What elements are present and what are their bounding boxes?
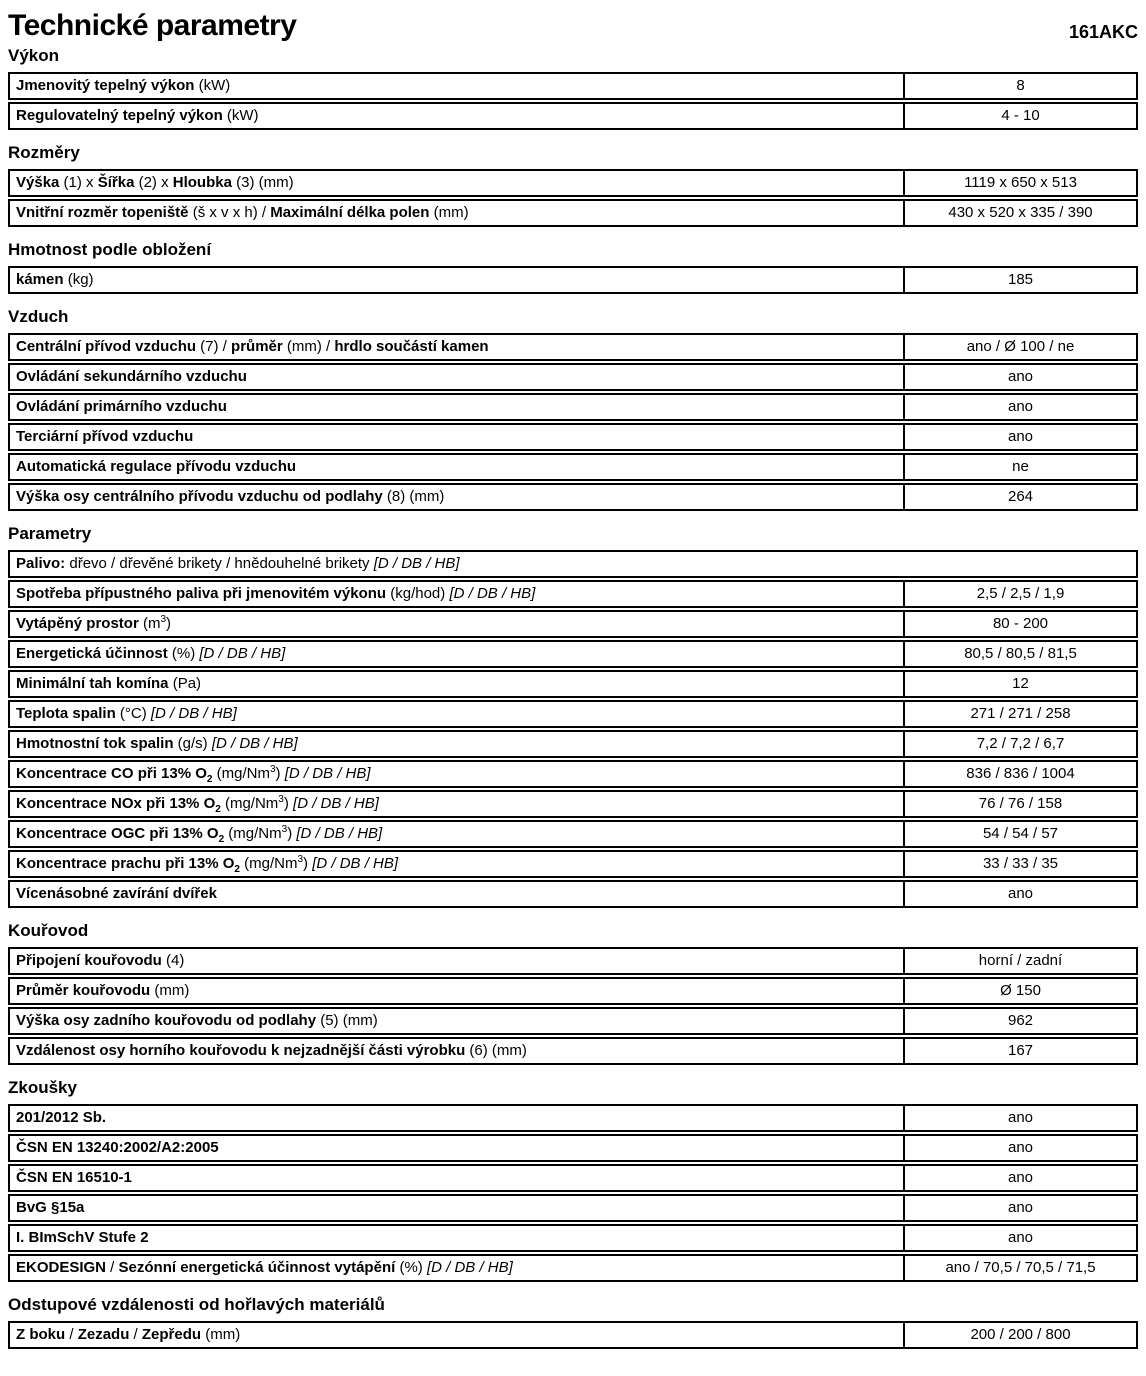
param-label: Ovládání primárního vzduchu — [16, 398, 227, 415]
table-row — [8, 1321, 1138, 1349]
table-row — [8, 266, 1138, 294]
param-value: 271 / 271 / 258 — [903, 702, 1136, 726]
param-label: Koncentrace OGC při 13% $O_2$ (mg/Nm$^3$) [D / DB / HB] — [16, 824, 383, 845]
param-value: ano — [903, 882, 1136, 906]
params-table — [8, 550, 1138, 908]
table-row — [8, 850, 1138, 878]
table-row — [8, 423, 1138, 451]
param-label: ČSN EN 13240:2002/A2:2005 — [16, 1139, 219, 1156]
section-heading: Rozměry — [8, 143, 80, 162]
param-value: horní / zadní — [903, 949, 1136, 973]
param-label: Jmenovitý tepelný výkon (kW) — [16, 77, 231, 94]
param-label: Vytápěný prostor $(m^3)$ — [16, 614, 172, 632]
param-label: EKODESIGN / Sezónní energetická účinnost vytápění (%) [D / DB / HB] — [16, 1259, 513, 1276]
param-label: kámen (kg) — [16, 271, 94, 288]
param-value: ano — [903, 365, 1136, 389]
param-label: Z boku / Zezadu / Zepředu (mm) — [16, 1326, 241, 1343]
section-heading: Výkon — [8, 46, 60, 65]
params-table — [8, 947, 1138, 1065]
param-label: Koncentrace CO při 13% $O_2$ (mg/Nm$^3$) [D / DB / HB] — [16, 764, 371, 785]
table-row — [8, 1104, 1138, 1132]
table-row — [8, 363, 1138, 391]
param-value: 8 — [903, 74, 1136, 98]
param-label: Koncentrace NOx při 13% $O_2$ (mg/Nm$^3$) [D / DB / HB] — [16, 794, 379, 815]
section-heading: Kouřovod — [8, 921, 89, 940]
params-table — [8, 1321, 1138, 1349]
param-label: Průměr kouřovodu (mm) — [16, 982, 190, 999]
table-row — [8, 102, 1138, 130]
model-code: 161AKC — [1068, 22, 1138, 42]
param-value: ano / 70,5 / 70,5 / 71,5 — [903, 1256, 1136, 1280]
param-label: Palivo: dřevo / dřevěné brikety / hnědouhelné brikety [D / DB / HB] — [16, 555, 460, 572]
param-label: Ovládání sekundárního vzduchu — [16, 368, 247, 385]
param-value: 430 x 520 x 335 / 390 — [903, 201, 1136, 225]
param-label: Minimální tah komína (Pa) — [16, 675, 202, 692]
param-value: 836 / 836 / 1004 — [903, 762, 1136, 786]
param-value: 1119 x 650 x 513 — [903, 171, 1136, 195]
table-row — [8, 1007, 1138, 1035]
param-label: Výška osy zadního kouřovodu od podlahy (5) (mm) — [16, 1012, 378, 1029]
param-value: ne — [903, 455, 1136, 479]
page-header — [8, 8, 1138, 44]
params-table — [8, 266, 1138, 294]
param-value: 167 — [903, 1039, 1136, 1063]
param-label: Energetická účinnost (%) [D / DB / HB] — [16, 645, 286, 662]
param-label: Centrální přívod vzduchu (7) / průměr (mm) / hrdlo součástí kamen — [16, 338, 489, 355]
params-table — [8, 333, 1138, 511]
table-row — [8, 880, 1138, 908]
param-value: 12 — [903, 672, 1136, 696]
table-row — [8, 169, 1138, 197]
param-value: 264 — [903, 485, 1136, 509]
table-row — [8, 760, 1138, 788]
param-value: ano — [903, 1136, 1136, 1160]
table-row — [8, 790, 1138, 818]
param-value: ano — [903, 1106, 1136, 1130]
table-row — [8, 393, 1138, 421]
section-heading: Odstupové vzdálenosti od hořlavých materiálů — [8, 1295, 385, 1314]
param-value: 80,5 / 80,5 / 81,5 — [903, 642, 1136, 666]
table-row — [8, 333, 1138, 361]
section-heading: Hmotnost podle obložení — [8, 240, 212, 259]
param-label: Spotřeba přípustného paliva při jmenovitém výkonu (kg/hod) [D / DB / HB] — [16, 585, 536, 602]
params-table — [8, 1104, 1138, 1282]
table-row — [8, 580, 1138, 608]
param-label: Výška osy centrálního přívodu vzduchu od podlahy (8) (mm) — [16, 488, 445, 505]
section-heading: Zkoušky — [8, 1078, 77, 1097]
table-row — [8, 1224, 1138, 1252]
table-row — [8, 1037, 1138, 1065]
table-row — [8, 610, 1138, 638]
table-row — [8, 199, 1138, 227]
table-row — [8, 550, 1138, 578]
param-value: 2,5 / 2,5 / 1,9 — [903, 582, 1136, 606]
param-value: ano — [903, 425, 1136, 449]
param-value: 7,2 / 7,2 / 6,7 — [903, 732, 1136, 756]
param-label: I. BImSchV Stufe 2 — [16, 1229, 149, 1246]
table-row — [8, 640, 1138, 668]
table-row — [8, 820, 1138, 848]
param-label: Koncentrace prachu při 13% $O_2$ (mg/Nm$^3$) [D / DB / HB] — [16, 854, 399, 875]
param-label: Vnitřní rozměr topeniště (š x v x h) / Maximální délka polen (mm) — [16, 204, 469, 221]
table-row — [8, 72, 1138, 100]
param-label: BvG §15a — [16, 1199, 85, 1216]
param-value: 54 / 54 / 57 — [903, 822, 1136, 846]
param-label: Automatická regulace přívodu vzduchu — [16, 458, 297, 475]
params-table — [8, 169, 1138, 227]
param-value: 80 - 200 — [903, 612, 1136, 636]
table-row — [8, 1164, 1138, 1192]
param-label: Připojení kouřovodu (4) — [16, 952, 185, 969]
param-value: 76 / 76 / 158 — [903, 792, 1136, 816]
section-heading: Vzduch — [8, 307, 69, 326]
param-value: ano — [903, 1166, 1136, 1190]
param-label: Regulovatelný tepelný výkon (kW) — [16, 107, 259, 124]
param-value: 200 / 200 / 800 — [903, 1323, 1136, 1347]
table-row — [8, 483, 1138, 511]
param-label: 201/2012 Sb. — [16, 1109, 107, 1126]
param-label: ČSN EN 16510-1 — [16, 1169, 132, 1186]
sections-container — [8, 46, 1138, 1349]
param-value: 185 — [903, 268, 1136, 292]
table-row — [8, 700, 1138, 728]
table-row — [8, 730, 1138, 758]
table-row — [8, 1194, 1138, 1222]
table-row — [8, 1254, 1138, 1282]
param-value: ano — [903, 1196, 1136, 1220]
table-row — [8, 453, 1138, 481]
table-row — [8, 947, 1138, 975]
param-label: Hmotnostní tok spalin (g/s) [D / DB / HB] — [16, 735, 298, 752]
param-label: Vícenásobné zavírání dvířek — [16, 885, 217, 902]
param-value: 33 / 33 / 35 — [903, 852, 1136, 876]
section-heading: Parametry — [8, 524, 92, 543]
param-label: Výška (1) x Šířka (2) x Hloubka (3) (mm) — [16, 174, 294, 191]
param-label: Vzdálenost osy horního kouřovodu k nejzadnější části výrobku (6) (mm) — [16, 1042, 527, 1059]
params-table — [8, 72, 1138, 130]
param-value: 962 — [903, 1009, 1136, 1033]
table-row — [8, 977, 1138, 1005]
param-value: ano / Ø 100 / ne — [903, 335, 1136, 359]
param-value: ano — [903, 1226, 1136, 1250]
param-value: 4 - 10 — [903, 104, 1136, 128]
param-value: ano — [903, 395, 1136, 419]
param-label: Terciární přívod vzduchu — [16, 428, 194, 445]
page-title: Technické parametry — [8, 9, 297, 42]
param-label: Teplota spalin (°C) [D / DB / HB] — [16, 705, 237, 722]
param-value: Ø 150 — [903, 979, 1136, 1003]
table-row — [8, 670, 1138, 698]
table-row — [8, 1134, 1138, 1162]
